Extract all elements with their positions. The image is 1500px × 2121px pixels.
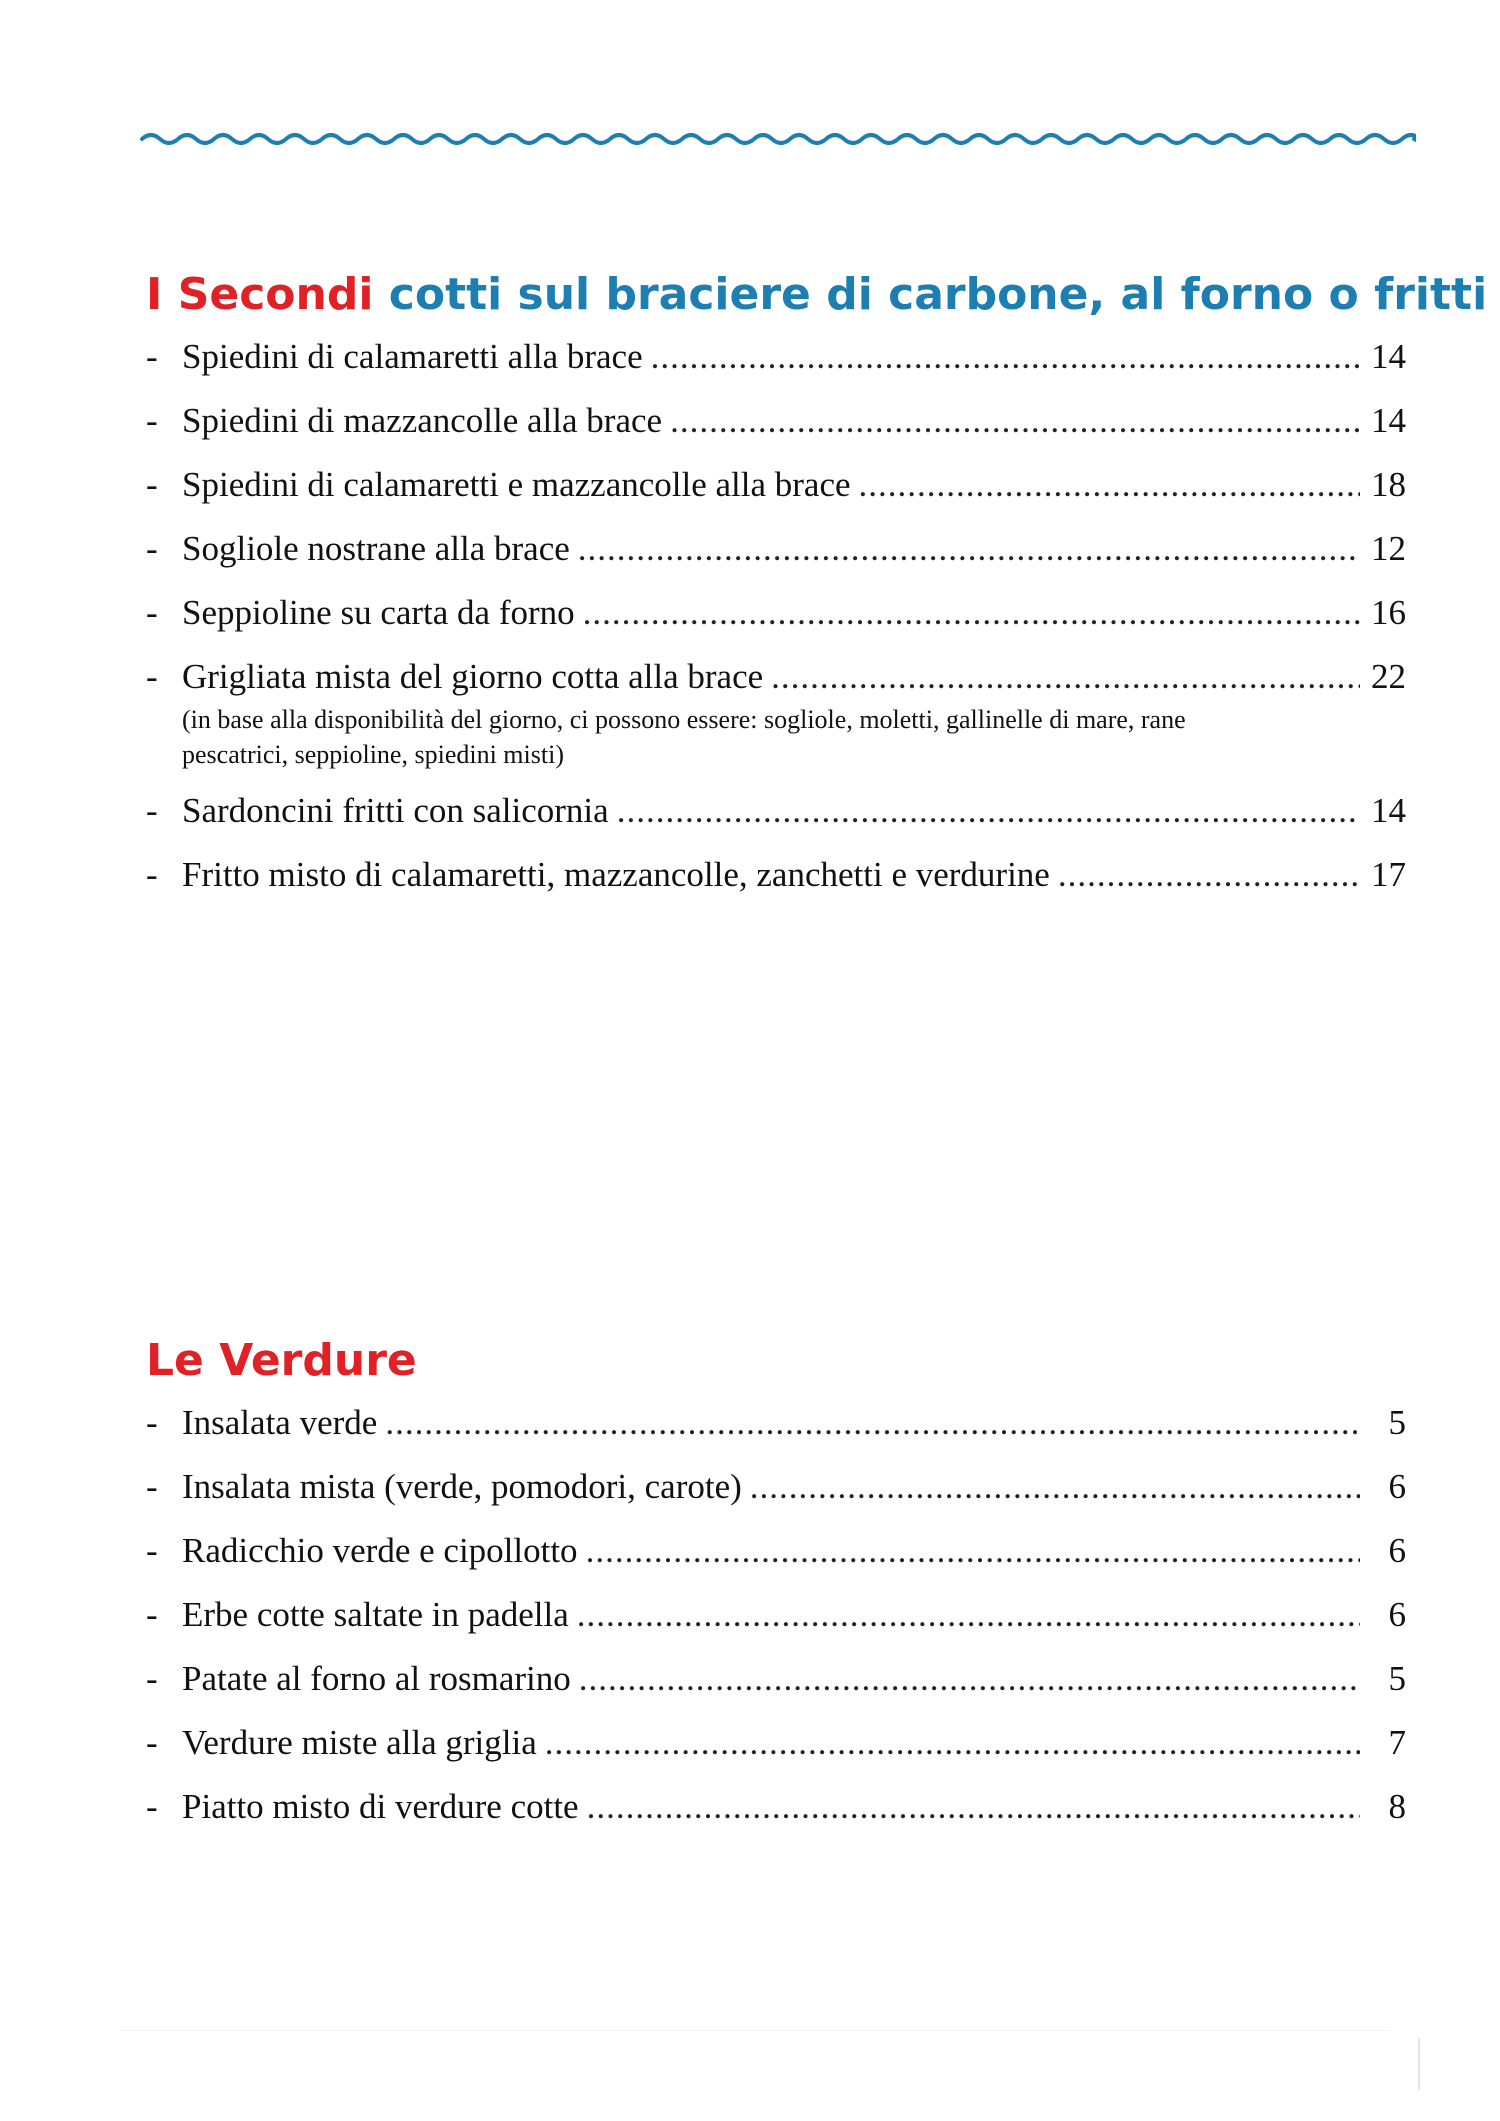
item-body (182, 1784, 1406, 1830)
item-bullet: - (146, 337, 158, 376)
item-name: Insalata verde (182, 1403, 378, 1442)
item-body (182, 462, 1406, 508)
item-price: 7 (1388, 1723, 1406, 1762)
item-price: 8 (1388, 1787, 1406, 1826)
item-bullet: - (146, 1531, 158, 1570)
item-bullet: - (146, 1787, 158, 1826)
wave-divider (140, 126, 1416, 152)
item-body (182, 334, 1406, 380)
item-name: Spiedini di calamaretti alla brace (182, 337, 643, 376)
item-bullet: - (146, 401, 158, 440)
verdure-title: Le Verdure (146, 1335, 417, 1386)
dot-leader (577, 1592, 1360, 1638)
secondi-title (146, 262, 1488, 328)
item-price: 6 (1388, 1467, 1406, 1506)
dot-leader (578, 526, 1360, 572)
item-bullet: - (146, 465, 158, 504)
secondi-item (146, 334, 1406, 380)
item-body (182, 654, 1406, 700)
item-name: Sardoncini fritti con salicornia (182, 791, 609, 830)
item-price: 5 (1388, 1659, 1406, 1698)
item-name: Verdure miste alla griglia (182, 1723, 537, 1762)
item-note: (in base alla disponibilità del giorno, ci possono essere: sogliole, moletti, gallinelle di mare, rane pescatrici, seppioline, spiedini misti) (182, 705, 1186, 769)
item-bullet: - (146, 791, 158, 830)
item-name: Radicchio verde e cipollotto (182, 1531, 578, 1570)
item-price: 14 (1371, 337, 1406, 376)
verdure-list (146, 1400, 1406, 1830)
dot-leader (587, 1784, 1360, 1830)
item-body (182, 1528, 1406, 1574)
verdure-item (146, 1784, 1406, 1830)
item-price: 5 (1388, 1403, 1406, 1442)
dot-leader (617, 788, 1360, 834)
item-name: Insalata mista (verde, pomodori, carote) (182, 1467, 742, 1506)
secondi-title-subtitle: cotti sul braciere di carbone, al forno o fritti (388, 269, 1488, 320)
item-price: 14 (1371, 791, 1406, 830)
item-bullet: - (146, 657, 158, 696)
secondi-title-main: I Secondi (146, 269, 374, 320)
page-edge-marker (1418, 2038, 1420, 2090)
item-name: Seppioline su carta da forno (182, 593, 575, 632)
secondi-item (146, 852, 1406, 898)
item-name: Grigliata mista del giorno cotta alla brace (182, 657, 764, 696)
dot-leader (651, 334, 1360, 380)
item-name: Fritto misto di calamaretti, mazzancolle, zanchetti e verdurine (182, 855, 1050, 894)
item-bullet: - (146, 855, 158, 894)
item-price: 6 (1388, 1595, 1406, 1634)
item-price: 14 (1371, 401, 1406, 440)
verdure-item (146, 1656, 1406, 1702)
dot-leader (771, 654, 1360, 700)
item-price: 6 (1388, 1531, 1406, 1570)
item-body (182, 398, 1406, 444)
dot-leader (859, 462, 1360, 508)
verdure-section (146, 1328, 1406, 1848)
item-body (182, 852, 1406, 898)
secondi-item (146, 526, 1406, 572)
item-price: 18 (1371, 465, 1406, 504)
dot-leader (1058, 852, 1360, 898)
item-price: 22 (1371, 657, 1406, 696)
item-price: 17 (1371, 855, 1406, 894)
dot-leader (750, 1464, 1360, 1510)
item-bullet: - (146, 1723, 158, 1762)
secondi-list (146, 334, 1406, 898)
item-body (182, 526, 1406, 572)
item-bullet: - (146, 1659, 158, 1698)
dot-leader (670, 398, 1360, 444)
item-body (182, 1656, 1406, 1702)
dot-leader (545, 1720, 1360, 1766)
item-body (182, 590, 1406, 636)
verdure-item (146, 1464, 1406, 1510)
footer-divider (120, 2030, 1390, 2031)
item-body (182, 1464, 1406, 1510)
secondi-item (146, 590, 1406, 636)
verdure-item (146, 1528, 1406, 1574)
item-bullet: - (146, 1595, 158, 1634)
item-bullet: - (146, 529, 158, 568)
secondi-item (146, 654, 1406, 700)
item-name: Spiedini di calamaretti e mazzancolle alla brace (182, 465, 851, 504)
dot-leader (583, 590, 1360, 636)
item-price: 16 (1371, 593, 1406, 632)
dot-leader (385, 1400, 1360, 1446)
item-body (182, 1720, 1406, 1766)
secondi-item (146, 788, 1406, 834)
verdure-item (146, 1592, 1406, 1638)
secondi-item (146, 462, 1406, 508)
verdure-item (146, 1720, 1406, 1766)
secondi-item (146, 398, 1406, 444)
item-name: Patate al forno al rosmarino (182, 1659, 571, 1698)
item-name: Spiedini di mazzancolle alla brace (182, 401, 663, 440)
item-price: 12 (1371, 529, 1406, 568)
dot-leader (579, 1656, 1360, 1702)
item-name: Sogliole nostrane alla brace (182, 529, 570, 568)
dot-leader (586, 1528, 1360, 1574)
item-body (182, 788, 1406, 834)
secondi-section (146, 262, 1488, 916)
item-bullet: - (146, 1403, 158, 1442)
item-bullet: - (146, 593, 158, 632)
verdure-item (146, 1400, 1406, 1446)
item-bullet: - (146, 1467, 158, 1506)
item-body (182, 1592, 1406, 1638)
item-name: Erbe cotte saltate in padella (182, 1595, 569, 1634)
item-body (182, 1400, 1406, 1446)
item-name: Piatto misto di verdure cotte (182, 1787, 579, 1826)
